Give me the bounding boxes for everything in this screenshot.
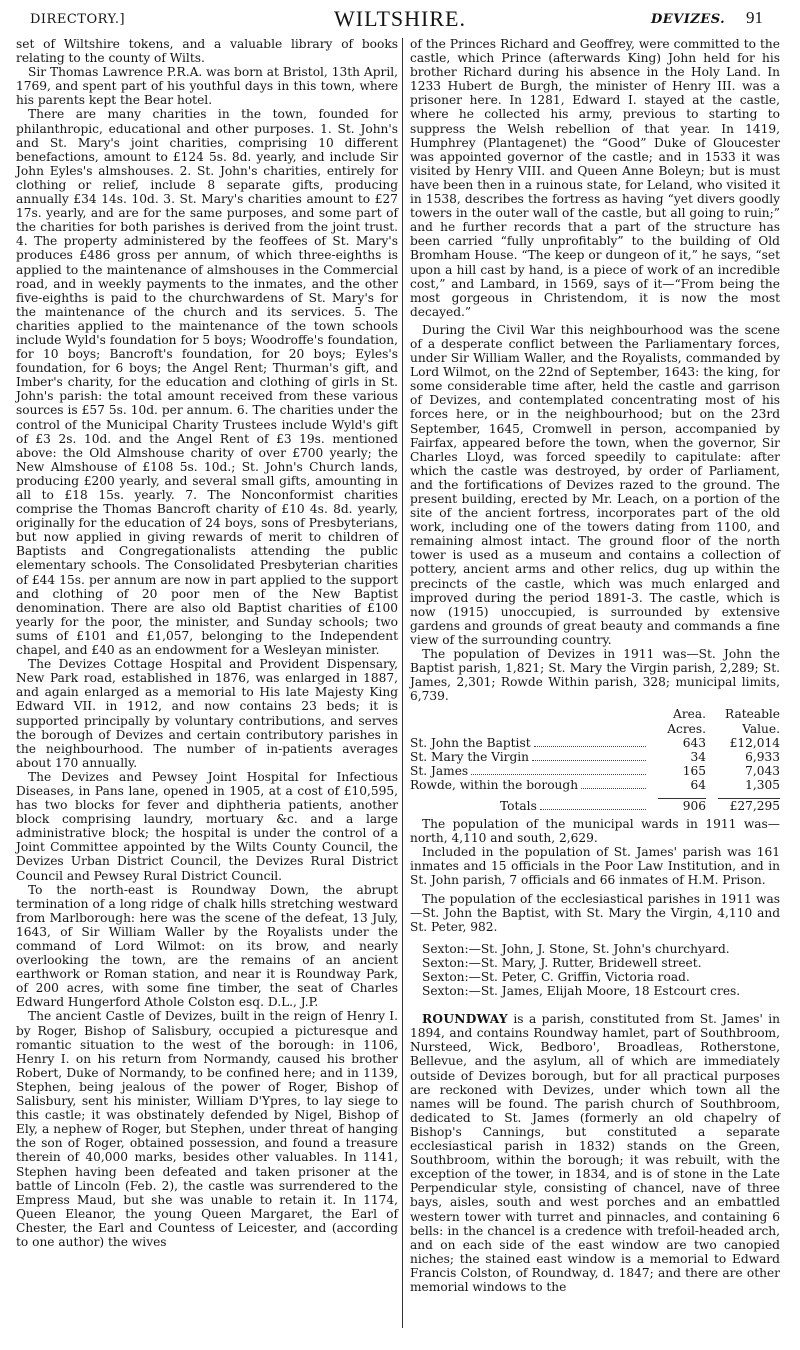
value-total-rule bbox=[718, 792, 780, 799]
value-cell: 6,933 bbox=[745, 749, 780, 764]
value-cell: £12,014 bbox=[729, 735, 780, 750]
roundway-text: is a parish, constituted from St. James' in 1894, and contains Roundway hamlet, part of Southbroom, Nursteed, Wick, Bedboro', Broadleas, Rotherstone, Bellevue, and the asylum, all of which are immediately outside of Devizes borough, but for all practical purposes are reckoned with Devizes, under which town all the names will be found. The parish church of Southbroom, dedicated to St. James (formerly an old chapelry of Bishop's Cannings, but constituted a separate ecclesiastical parish in 1832) stands on the Green, Southbroom, within the borough; it was rebuilt, with the exception of the tower, in 1834, and is of stone in the Late Perpendicular style, consisting of chancel, nave of three bays, aisles, south and west porches and an embattled western tower with turret and pinnacles, and containing 6 bells: in the chancel is a credence with trefoil-headed arch, and on each side of the east window are two canopied niches; the stained east window is a memorial to Edward Francis Colston, of Roundway, d. 1847; and there are other memorial windows to the bbox=[410, 1012, 780, 1294]
parish-name: St. John the Baptist bbox=[410, 735, 531, 750]
paragraph: During the Civil War this neighbourhood was the scene of a desperate conflict between the Parliamentary forces, under Sir William Waller, and the Royalists, commanded by Lord Wilmot, on the 22nd of September, 1643: the king, for some considerable time after, held the castle and garrison of Devizes, and contemplated concentrating most of his forces here, or in the neighbourhood; but on the 23rd September, 1645, Cromwell in person, accompanied by Fairfax, appeared before the town, when the governor, Sir Charles Lloyd, was forced speedily to capitulate: after which the castle was destroyed, by order of Parliament, and the fortifications of Devizes razed to the ground. The present building, erected by Mr. Leach, on a portion of the site of the ancient fortress, incorporates part of the old work, including one of the towers dating from 1100, and remaining almost intact. The ground floor of the north tower is used as a museum and contains a collection of pottery, ancient arms and other relics, dug up within the precincts of the castle, which was much enlarged and improved during the period 1891-3. The castle, which is now (1915) unoccupied, is surrounded by extensive gardens and grounds of great beauty and commands a fine view of the surrounding country. bbox=[410, 322, 780, 647]
column-divider bbox=[402, 38, 403, 1328]
page-header bbox=[0, 4, 800, 32]
parish-name: Rowde, within the borough bbox=[410, 777, 579, 792]
running-head-title: WILTSHIRE. bbox=[333, 6, 466, 31]
population-table bbox=[410, 707, 780, 813]
dot-leader bbox=[471, 774, 646, 775]
table-row bbox=[410, 736, 780, 750]
dot-leader bbox=[534, 746, 646, 747]
area-total-rule bbox=[658, 792, 706, 799]
sexton-entry: Sexton:—St. John, J. Stone, St. John's churchyard. bbox=[422, 941, 730, 956]
running-head-section: DEVIZES. bbox=[651, 12, 726, 27]
roundway-paragraph bbox=[410, 1012, 780, 1294]
paragraph: Sir Thomas Lawrence P.R.A. was born at Bristol, 13th April, 1769, and spent part of his youthful days in this town, where his parents kept the Bear hotel. bbox=[16, 65, 398, 108]
area-cell: 643 bbox=[682, 735, 706, 750]
sexton-list bbox=[410, 942, 780, 998]
value-cell: 1,305 bbox=[745, 777, 780, 792]
paragraph: set of Wiltshire tokens, and a valuable library of books relating to the county of Wilts. bbox=[16, 37, 398, 66]
table-row bbox=[410, 750, 780, 764]
area-cell: 165 bbox=[682, 763, 706, 778]
value-cell: 7,043 bbox=[745, 763, 780, 778]
totals-row bbox=[410, 799, 780, 813]
paragraph: Included in the population of St. James' parish was 161 inmates and 15 officials in the Poor Law Institution, and in St. John parish, 7 officials and 66 inmates of H.M. Prison. bbox=[410, 845, 780, 888]
running-head-left: DIRECTORY.] bbox=[30, 12, 126, 27]
table-row bbox=[410, 764, 780, 778]
paragraph: The Devizes Cottage Hospital and Provident Dispensary, New Park road, established in 1876, was enlarged in 1887, and again enlarged as a memorial to His late Majesty King Edward VII. in 1912, and now contains 23 beds; it is supported principally by voluntary contributions, and serves the borough of Devizes and certain contributory parishes in the neighbourhood. The number of in-patients averages about 170 annually. bbox=[16, 657, 398, 770]
parish-name: St. Mary the Virgin bbox=[410, 749, 530, 764]
header-value-unit: Value. bbox=[742, 721, 780, 736]
header-area: Area. bbox=[673, 707, 706, 722]
paragraph: The population of the municipal wards in 1911 was—north, 4,110 and south, 2,629. bbox=[410, 817, 780, 846]
left-column bbox=[16, 37, 398, 1249]
table-header-row bbox=[410, 722, 780, 736]
dot-leader bbox=[540, 809, 646, 810]
totals-label: Totals bbox=[500, 798, 537, 813]
table-header-row bbox=[410, 707, 780, 721]
paragraph: The population of Devizes in 1911 was—St. John the Baptist parish, 1,821; St. Mary the Virgin parish, 2,289; St. James, 2,301; Rowde Within parish, 328; municipal limits, 6,739. bbox=[410, 647, 780, 704]
totals-area: 906 bbox=[682, 798, 706, 813]
sexton-entry: Sexton:—St. Mary, J. Rutter, Bridewell street. bbox=[422, 955, 702, 970]
paragraph: The Devizes and Pewsey Joint Hospital for Infectious Diseases, in Pans lane, opened in 1905, at a cost of £10,595, has two blocks for fever and diphtheria patients, another block comprising laundry, mortuary &c. and a large administrative block; the hospital is under the control of a Joint Committee appointed by the Wilts County Council, the Devizes Urban District Council, the Devizes Rural District Council and Pewsey Rural District Council. bbox=[16, 769, 398, 883]
sexton-entry: Sexton:—St. James, Elijah Moore, 18 Estcourt cres. bbox=[422, 984, 741, 999]
parish-name: St. James bbox=[410, 763, 469, 778]
area-cell: 64 bbox=[690, 777, 706, 792]
roundway-heading: ROUNDWAY bbox=[422, 1012, 508, 1027]
totals-value: £27,295 bbox=[729, 798, 780, 813]
paragraph: There are many charities in the town, founded for philanthropic, educational and other purposes. 1. St. John's and St. Mary's joint charities, comprising 10 different benefactions, amount to £124 5s. 8d. yearly, and include Sir John Eyles's almshouses. 2. St. John's charities, entirely for clothing or relief, include 8 separate gifts, producing annually £34 14s. 10d. 3. St. Mary's charities amount to £27 17s. yearly, and are for the same purposes, and some part of the charities for both parishes is derived from the joint trust. 4. The property administered by the feoffees of St. Mary's produces £486 gross per annum, of which three-eighths is applied to the maintenance of almshouses in the Commercial road, and in weekly payments to the inmates, and the other five-eighths is paid to the churchwardens of St. Mary's for the maintenance of the church and its services. 5. The charities applied to the maintenance of the town schools include Wyld's foundation for 5 boys; Woodroffe's foundation, for 10 boys; Bancroft's foundation, for 20 boys; Eyles's foundation, for 6 boys; the Angel Rent; Thurman's gift, and Imber's charity, for the education and clothing of girls in St. John's parish: the total amount received from these various sources is £57 5s. 10d. per annum. 6. The charities under the control of the Municipal Charity Trustees include Wyld's gift of £3 2s. 10d. and the Angel Rent of £3 19s. mentioned above: the Old Almshouse charity of over £700 yearly; the New Almshouse of £108 5s. 10d.; St. John's Church lands, producing £200 yearly, and several small gifts, amounting in all to £18 15s. yearly. 7. The Nonconformist charities comprise the Thomas Bancroft charity of £10 4s. 8d. yearly, originally for the education of 24 boys, sons of Presbyterians, but now applied in giving rewards of merit to children of Baptists and Congregationalists attending the public elementary schools. The Consolidated Presbyterian charities of £44 15s. per annum are now in part applied to the support and clothing of 20 poor men of the New Baptist denomination. There are also old Baptist charities of £100 yearly for the poor, the minister, and Sunday schools; two sums of £101 and £1,057, belonging to the Independent chapel, and £40 as an endowment for a Wesleyan minister. bbox=[16, 107, 398, 658]
header-value: Rateable bbox=[724, 707, 780, 722]
right-column bbox=[410, 37, 780, 1294]
paragraph: To the north-east is Roundway Down, the abrupt termination of a long ridge of chalk hills stretching westward from Marlborough: here was the scene of the defeat, 13 July, 1643, of Sir William Waller by the Royalists under the command of Lord Wilmot: on its brow, and nearly overlooking the town, are the remains of an ancient earthwork or Roman station, and near it is Roundway Park, of 200 acres, with some fine timber, the seat of Charles Edward Hungerford Athole Colston esq. D.L., J.P. bbox=[16, 882, 398, 1010]
paragraph: The population of the ecclesiastical parishes in 1911 was—St. John the Baptist, with St. Mary the Virgin, 4,110 and St. Peter, 982. bbox=[410, 891, 780, 934]
area-cell: 34 bbox=[690, 749, 706, 764]
table-row bbox=[410, 778, 780, 792]
header-area-unit: Acres. bbox=[667, 721, 706, 736]
paragraph: of the Princes Richard and Geoffrey, were committed to the castle, which Prince (afterwards King) John held for his brother Richard during his absence in the Holy Land. In 1233 Hubert de Burgh, the minister of Henry III. was a prisoner here. In 1281, Edward I. stayed at the castle, where he collected his army, previous to starting to suppress the Welsh rebellion of that year. In 1419, Humphrey (Plantagenet) the “Good” Duke of Gloucester was appointed governor of the castle; and in 1533 it was visited by Henry VIII. and Queen Anne Boleyn; but is must have been then in a ruinous state, for Leland, who visited it in 1538, describes the fortress as having “yet divers goodly towers in the outer wall of the castle, but all going to ruin;” and he further records that a part of the structure has been carried “fully unprofitably” to the building of Old Bromham House. “The keep or dungeon of it,” he says, “set upon a hill cast by hand, is a piece of work of an incredible cost,” and Lambard, in 1569, says of it—“From being the most gorgeous in Christendom, it is now the most decayed.” bbox=[410, 37, 780, 319]
paragraph: The ancient Castle of Devizes, built in the reign of Henry I. by Roger, Bishop of Salisbury, occupied a picturesque and romantic situation to the west of the borough: in 1106, Henry I. on his return from Normandy, caused his brother Robert, Duke of Normandy, to be confined here; and in 1139, Stephen, being jealous of the power of Roger, Bishop of Salisbury, sent his minister, William D'Ypres, to lay siege to this castle; it was obstinately defended by Nigel, Bishop of Ely, a nephew of Roger, but Stephen, under threat of hanging the son of Roger, obtained possession, and found a treasure therein of 40,000 marks, besides other valuables. In 1141, Stephen having been defeated and taken prisoner at the battle of Lincoln (Feb. 2), the castle was surrendered to the Empress Maud, but she was unable to retain it. In 1174, Queen Eleanor, the young Queen Margaret, the Earl of Chester, the Earl and Countess of Leicester, and (according to one author) the wives bbox=[16, 1009, 398, 1249]
totals-rule bbox=[410, 792, 780, 799]
page-number: 91 bbox=[746, 8, 763, 27]
dot-leader bbox=[581, 788, 646, 789]
sexton-entry: Sexton:—St. Peter, C. Griffin, Victoria road. bbox=[422, 970, 690, 984]
dot-leader bbox=[532, 760, 646, 761]
